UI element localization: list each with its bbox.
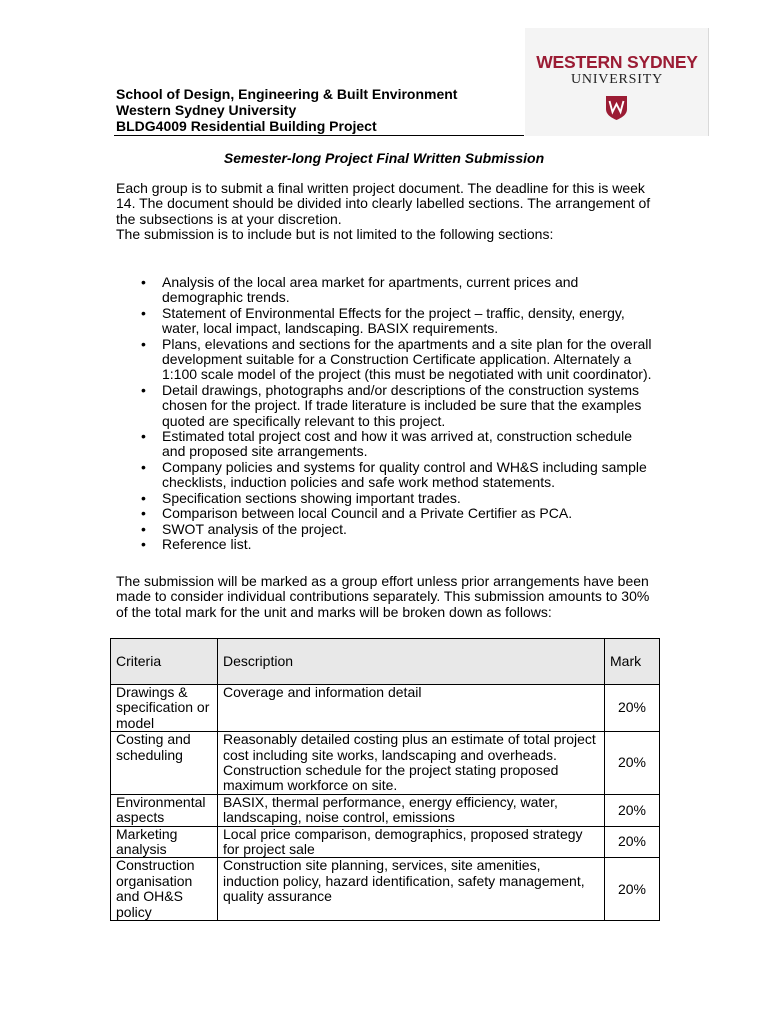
bullet-icon: •	[141, 505, 146, 522]
description-cell: BASIX, thermal performance, energy efficiency, water, landscaping, noise control, emissions	[218, 794, 605, 826]
description-cell: Local price comparison, demographics, proposed strategy for project sale	[218, 826, 605, 858]
list-item: • Plans, elevations and sections for the apartments and a site plan for the overall development suitable for a Construction Certificate application. Alternately a 1:100 scale model of the project (this must be negotiated with unit coordinator).	[141, 335, 652, 383]
list-item: • Detail drawings, photographs and/or descriptions of the construction systems chosen for the project. If trade literature is included be sure that the examples quoted are specifically relevant to this project.	[141, 381, 642, 429]
table-row	[111, 794, 660, 826]
header-description: Description	[218, 639, 605, 685]
description-cell: Reasonably detailed costing plus an estimate of total project cost including site works, landscaping and overheads. Construction schedule for the project stating proposed maximum workforce on site.	[218, 732, 605, 795]
description-cell: Coverage and information detail	[218, 685, 605, 732]
mark-cell: 20%	[605, 732, 660, 795]
mark-cell: 20%	[605, 794, 660, 826]
bullet-icon: •	[141, 428, 146, 445]
list-item: • Estimated total project cost and how it was arrived at, construction schedule and proposed site arrangements.	[141, 428, 633, 460]
list-item: • Analysis of the local area market for apartments, current prices and demographic trends.	[141, 274, 579, 306]
intro-list-lead: The submission is to include but is not limited to the following sections:	[116, 226, 554, 243]
mark-cell: 20%	[605, 826, 660, 858]
intro-paragraph	[116, 181, 656, 243]
marking-criteria-table	[110, 638, 660, 921]
list-item: • Comparison between local Council and a Private Certifier as PCA.	[141, 505, 573, 522]
criteria-cell: Costing and scheduling	[111, 732, 218, 795]
bullet-icon: •	[141, 381, 146, 398]
logo-name-line2: UNIVERSITY	[571, 72, 663, 87]
document-subtitle: Semester-long Project Final Written Submission	[223, 150, 545, 166]
sections-list	[116, 275, 656, 552]
list-item: • SWOT analysis of the project.	[141, 520, 347, 537]
table-row	[111, 685, 660, 732]
bullet-icon: •	[141, 489, 146, 506]
mark-cell: 20%	[605, 858, 660, 921]
table-row	[111, 826, 660, 858]
bullet-icon: •	[141, 274, 146, 290]
bullet-icon: •	[141, 304, 146, 321]
list-item: • Specification sections showing important trades.	[141, 489, 461, 506]
mark-cell: 20%	[605, 685, 660, 732]
bullet-icon: •	[141, 535, 146, 552]
criteria-cell: Marketing analysis	[111, 826, 218, 858]
table-row	[111, 858, 660, 921]
criteria-cell: Construction organisation and OH&S policy	[111, 858, 218, 921]
university-name: Western Sydney University	[116, 102, 297, 118]
list-item: • Reference list.	[141, 535, 252, 552]
criteria-cell: Drawings & specification or model	[111, 685, 218, 732]
logo-name-line1: WESTERN SYDNEY	[536, 52, 698, 72]
marking-paragraph: The submission will be marked as a group effort unless prior arrangements have been made to consider individual contributions separately. This submission amounts to 30% of the total mark for the unit and marks will be broken down as follows:	[116, 573, 650, 620]
description-cell: Construction site planning, services, site amenities, induction policy, hazard identification, safety management, quality assurance	[218, 858, 605, 921]
list-item: • Statement of Environmental Effects for the project – traffic, density, energy, water, local impact, landscaping. BASIX requirements.	[141, 304, 625, 337]
table-row	[111, 732, 660, 795]
shield-w-icon	[606, 96, 627, 120]
document-header	[116, 86, 524, 134]
bullet-icon: •	[141, 335, 146, 352]
list-item: • Company policies and systems for quality control and WH&S including sample checklists, induction policies and safe work method statements.	[141, 458, 647, 491]
criteria-cell: Environmental aspects	[111, 794, 218, 826]
header-criteria: Criteria	[111, 639, 218, 685]
table-header-row	[111, 639, 660, 685]
school-name: School of Design, Engineering & Built Environment	[116, 86, 458, 102]
intro-text: Each group is to submit a final written project document. The deadline for this is week 14. The document should be divided into clearly labelled sections. The arrangement of the subsections is at your discretion.	[116, 180, 651, 227]
header-divider	[114, 135, 524, 136]
unit-name: BLDG4009 Residential Building Project	[116, 118, 377, 134]
header-mark: Mark	[605, 639, 660, 685]
bullet-icon: •	[141, 458, 146, 475]
university-logo	[525, 28, 709, 136]
bullet-icon: •	[141, 520, 146, 537]
